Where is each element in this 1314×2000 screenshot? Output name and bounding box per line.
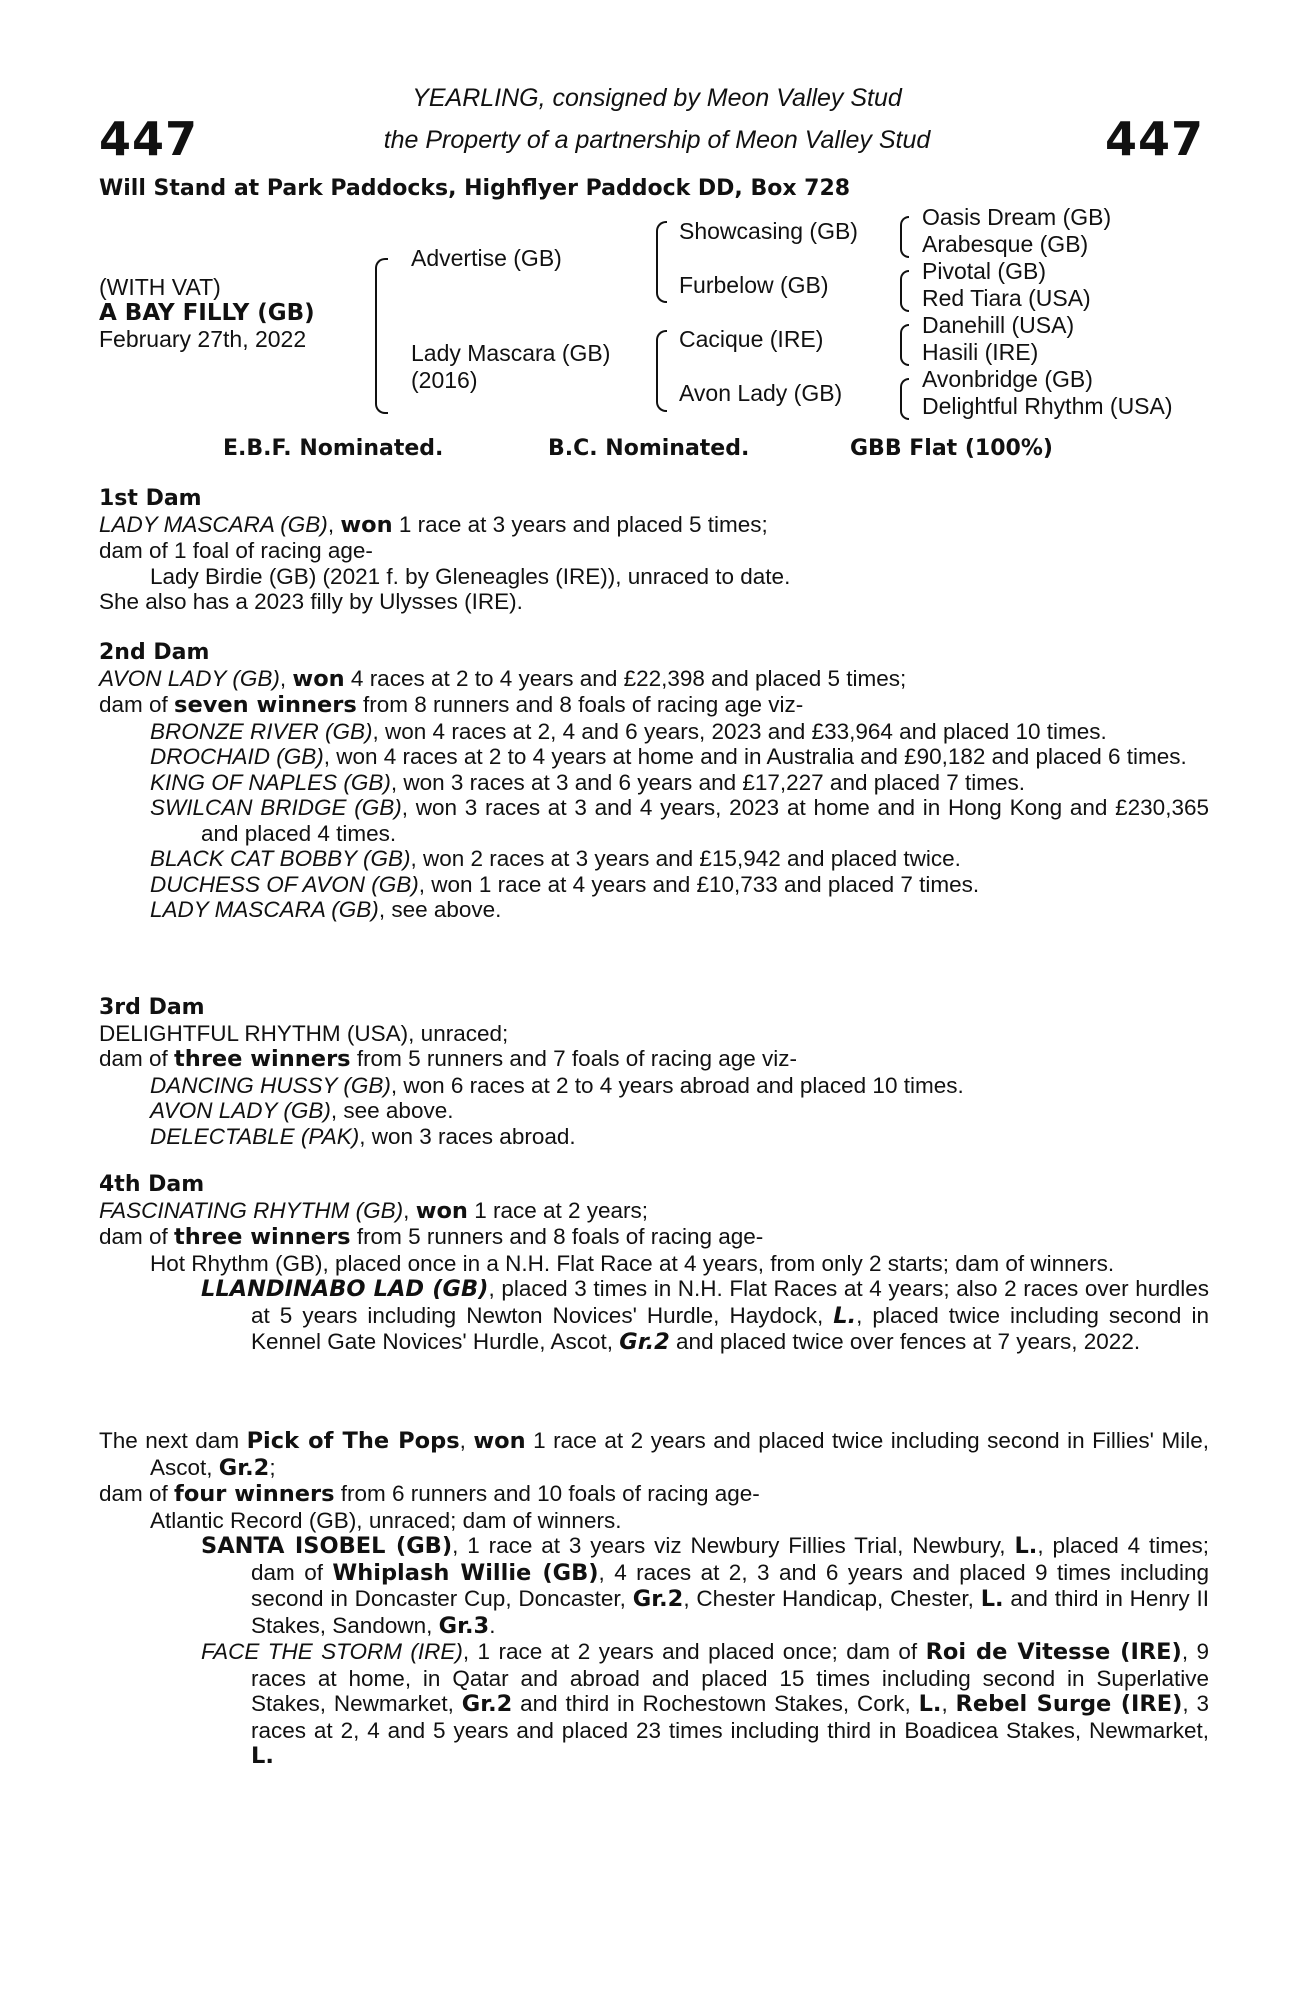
pedigree-dam-sire: Cacique (IRE)	[679, 326, 824, 352]
progeny-entry: Hot Rhythm (GB), placed once in a N.H. Flat Race at 4 years, from only 2 starts; dam of winners.	[150, 1250, 1115, 1276]
first-dam-name: LADY MASCARA (GB)	[99, 511, 328, 537]
progeny-entry: DANCING HUSSY (GB), won 6 races at 2 to 4 years abroad and placed 10 times.	[150, 1072, 964, 1098]
progeny-entry: SWILCAN BRIDGE (GB), won 3 races at 3 and 4 years, 2023 at home and in Hong Kong and £230,365 and placed 4 times.	[150, 795, 1209, 846]
lot-number-right: 447	[1104, 112, 1204, 166]
pedigree-sire-sire: Showcasing (GB)	[679, 218, 858, 244]
horse-name: A BAY FILLY (GB)	[99, 300, 315, 326]
pedigree-g3-6: Hasili (IRE)	[922, 339, 1039, 365]
fourth-dam-name: FASCINATING RHYTHM (GB)	[99, 1197, 404, 1223]
progeny-entry: KING OF NAPLES (GB), won 3 races at 3 and 6 years and £17,227 and placed 7 times.	[150, 769, 1026, 795]
pedigree-dam-year: (2016)	[411, 367, 478, 393]
consignment-line: YEARLING, consigned by Meon Valley Stud	[412, 84, 902, 112]
brace-gen3-3	[900, 324, 909, 366]
pedigree-dam: Lady Mascara (GB)	[411, 340, 611, 366]
second-dam-name: AVON LADY (GB)	[99, 665, 280, 691]
pedigree-sire-dam: Furbelow (GB)	[679, 272, 829, 298]
third-dam-name: DELIGHTFUL RHYTHM (USA), unraced;	[99, 1020, 509, 1046]
third-dam-section: 3rd Dam DELIGHTFUL RHYTHM (USA), unraced; dam of three winners from 5 runners and 7 foals of racing age viz- DANCING HUSSY (GB), won 6 races at 2 to 4 years abroad and placed 10 times. AVON LADY (GB), see above. DELECTABLE (PAK), won 3 races abroad.	[99, 995, 1209, 1149]
progeny-entry: FACE THE STORM (IRE), 1 race at 2 years and placed once; dam of Roi de Vitesse (IRE), 9 races at home, in Qatar and abroad and placed 15 times including second in Superlative Stakes, Newmarket, Gr.2 and third in Rochestown Stakes, Cork, L., Rebel Surge (IRE), 3 races at 2, 4 and 5 years and placed 23 times including third in Boadicea Stakes, Newmarket, L.	[201, 1639, 1209, 1769]
pedigree-g3-3: Pivotal (GB)	[922, 258, 1046, 284]
stand-location: Will Stand at Park Paddocks, Highflyer Paddock DD, Box 728	[99, 176, 851, 201]
ebf-nomination: E.B.F. Nominated.	[223, 436, 444, 461]
fourth-dam-section: 4th Dam FASCINATING RHYTHM (GB), won 1 race at 2 years; dam of three winners from 5 runners and 8 foals of racing age- Hot Rhythm (GB), placed once in a N.H. Flat Race at 4 years, from only 2 starts; dam of winners. LLANDINABO LAD (GB), placed 3 times in N.H. Flat Races at 4 years; also 2 races over hurdles at 5 years including Newton Novices' Hurdle, Haydock, L., placed twice including second in Kennel Gate Novices' Hurdle, Ascot, Gr.2 and placed twice over fences at 7 years, 2022.	[99, 1172, 1210, 1355]
gbb-flat: GBB Flat (100%)	[850, 436, 1053, 461]
next-dam-section: The next dam Pick of The Pops, won 1 race at 2 years and placed twice including second in Fillies' Mile, Ascot, Gr.2; dam of four winners from 6 runners and 10 foals of racing age- Atlantic Record (GB), unraced; dam of winners. SANTA ISOBEL (GB), 1 race at 3 years viz Newbury Fillies Trial, Newbury, L., placed 4 times; dam of Whiplash Willie (GB), 4 races at 2, 3 and 6 years and placed 9 times including second in Doncaster Cup, Doncaster, Gr.2, Chester Handicap, Chester, L. and third in Henry II Stakes, Sandown, Gr.3. FACE THE STORM (IRE), 1 race at 2 years and placed once; dam of Roi de Vitesse (IRE), 9 races at home, in Qatar and abroad and placed 15 times including second in Superlative Stakes, Newmarket, Gr.2 and third in Rochestown Stakes, Cork, L., Rebel Surge (IRE), 3 races at 2, 4 and 5 years and placed 23 times including third in Boadicea Stakes, Newmarket, L.	[99, 1428, 1210, 1769]
fourth-dam-heading: 4th Dam	[99, 1172, 205, 1197]
third-dam-heading: 3rd Dam	[99, 995, 205, 1020]
pedigree-g3-1: Oasis Dream (GB)	[922, 204, 1112, 230]
pedigree-g3-2: Arabesque (GB)	[922, 231, 1089, 257]
brace-gen2-top	[656, 221, 667, 303]
brace-gen2-bottom	[656, 330, 667, 412]
progeny-entry: LADY MASCARA (GB), see above.	[150, 897, 502, 922]
vat-note: (WITH VAT)	[99, 274, 221, 300]
first-dam-section: 1st Dam LADY MASCARA (GB), won 1 race at 3 years and placed 5 times; dam of 1 foal of racing age- Lady Birdie (GB) (2021 f. by Gleneagles (IRE)), unraced to date. She also has a 2023 filly by Ulysses (IRE).	[99, 486, 1209, 615]
second-dam-heading: 2nd Dam	[99, 640, 210, 665]
brace-gen3-1	[900, 216, 909, 258]
first-dam-progeny: Lady Birdie (GB) (2021 f. by Gleneagles (IRE)), unraced to date.	[150, 563, 791, 589]
progeny-entry: DUCHESS OF AVON (GB), won 1 race at 4 years and £10,733 and placed 7 times.	[150, 871, 980, 897]
progeny-entry: LLANDINABO LAD (GB), placed 3 times in N.H. Flat Races at 4 years; also 2 races over hurdles at 5 years including Newton Novices' Hurdle, Haydock, L., placed twice including second in Kennel Gate Novices' Hurdle, Ascot, Gr.2 and placed twice over fences at 7 years, 2022.	[201, 1276, 1210, 1355]
first-dam-note: She also has a 2023 filly by Ulysses (IRE).	[99, 589, 523, 614]
progeny-entry: SANTA ISOBEL (GB), 1 race at 3 years viz Newbury Fillies Trial, Newbury, L., placed 4 times; dam of Whiplash Willie (GB), 4 races at 2, 3 and 6 years and placed 9 times including second in Doncaster Cup, Doncaster, Gr.2, Chester Handicap, Chester, L. and third in Henry II Stakes, Sandown, Gr.3.	[201, 1533, 1210, 1639]
second-dam-section: 2nd Dam AVON LADY (GB), won 4 races at 2 to 4 years and £22,398 and placed 5 times; dam of seven winners from 8 runners and 8 foals of racing age viz- BRONZE RIVER (GB), won 4 races at 2, 4 and 6 years, 2023 and £33,964 and placed 10 times. DROCHAID (GB), won 4 races at 2 to 4 years at home and in Australia and £90,182 and placed 6 times. KING OF NAPLES (GB), won 3 races at 3 and 6 years and £17,227 and placed 7 times. SWILCAN BRIDGE (GB), won 3 races at 3 and 4 years, 2023 at home and in Hong Kong and £230,365 and placed 4 times. BLACK CAT BOBBY (GB), won 2 races at 3 years and £15,942 and placed twice. DUCHESS OF AVON (GB), won 1 race at 4 years and £10,733 and placed 7 times. LADY MASCARA (GB), see above.	[99, 640, 1209, 922]
pedigree-g3-7: Avonbridge (GB)	[922, 366, 1093, 392]
pedigree-g3-8: Delightful Rhythm (USA)	[922, 393, 1173, 419]
lot-number-left: 447	[99, 112, 199, 166]
progeny-entry: DELECTABLE (PAK), won 3 races abroad.	[150, 1123, 576, 1149]
brace-gen3-4	[900, 378, 909, 420]
first-dam-heading: 1st Dam	[99, 486, 202, 511]
brace-gen3-2	[900, 270, 909, 312]
pedigree-g3-5: Danehill (USA)	[922, 312, 1075, 338]
pedigree-g3-4: Red Tiara (USA)	[922, 285, 1091, 311]
progeny-entry: DROCHAID (GB), won 4 races at 2 to 4 years at home and in Australia and £90,182 and placed 6 times.	[150, 744, 1187, 769]
first-dam-foals: dam of 1 foal of racing age-	[99, 538, 373, 563]
bc-nomination: B.C. Nominated.	[548, 436, 750, 461]
progeny-entry: BLACK CAT BOBBY (GB), won 2 races at 3 years and £15,942 and placed twice.	[150, 846, 961, 871]
pedigree-sire: Advertise (GB)	[411, 245, 562, 271]
property-line: the Property of a partnership of Meon Valley Stud	[383, 126, 931, 154]
next-dam-name: Pick of The Pops	[246, 1428, 460, 1454]
progeny-entry: BRONZE RIVER (GB), won 4 races at 2, 4 and 6 years, 2023 and £33,964 and placed 10 times.	[150, 718, 1107, 744]
pedigree-dam-dam: Avon Lady (GB)	[679, 380, 843, 406]
progeny-entry: Atlantic Record (GB), unraced; dam of winners.	[150, 1507, 622, 1533]
brace-gen1	[375, 258, 388, 414]
foaling-date: February 27th, 2022	[99, 326, 307, 352]
progeny-entry: AVON LADY (GB), see above.	[150, 1098, 454, 1123]
